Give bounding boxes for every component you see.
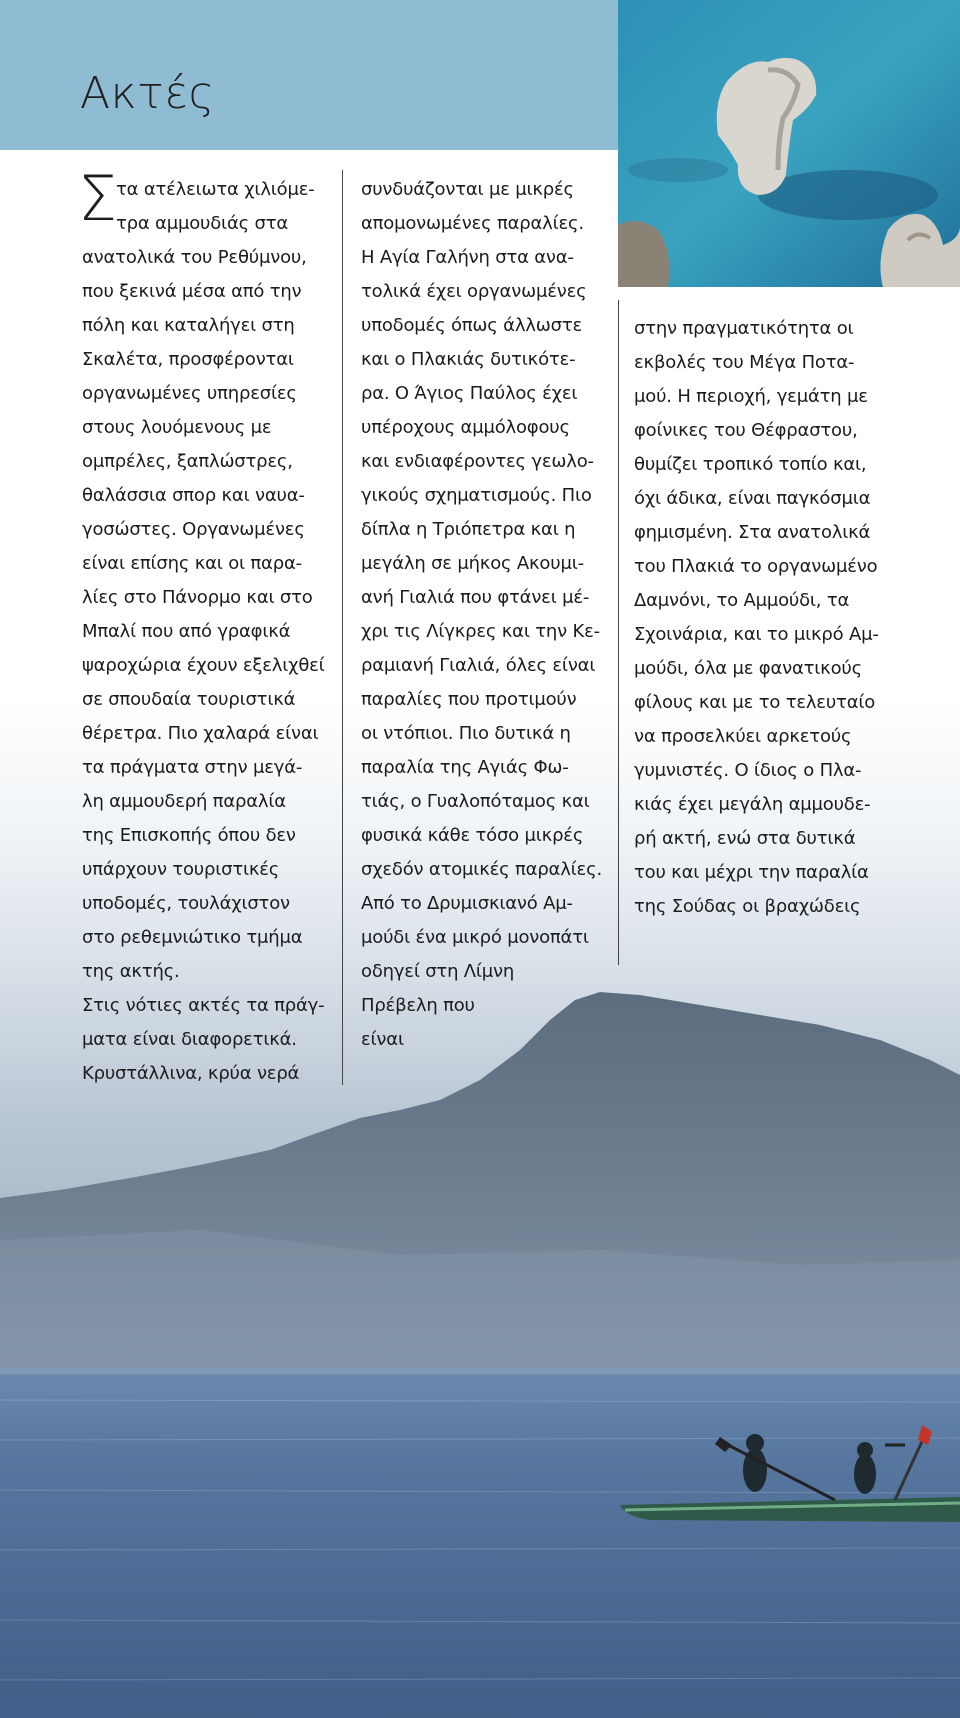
text-line: Δαμνόνι, το Αμμούδι, τα [634, 590, 850, 611]
text-line: ραμιανή Γιαλιά, όλες είναι [361, 655, 596, 676]
text-line: ρή ακτή, ενώ στα δυτικά [634, 828, 856, 849]
text-line: Μπαλί που από γραφικά [82, 621, 291, 642]
text-line: λη αμμουδερή παραλία [82, 791, 286, 812]
text-line: ψαροχώρια έχουν εξελιχθεί [82, 655, 325, 676]
text-line: του Πλακιά το οργανωμένο [634, 556, 878, 577]
text-line: όχι άδικα, είναι παγκόσμια [634, 488, 871, 509]
text-line: μού. Η περιοχή, γεμάτη με [634, 386, 868, 407]
text-line: τρα αμμουδιάς στα [116, 213, 289, 234]
text-line: πόλη και καταλήγει στη [82, 315, 295, 336]
text-line: του και μέχρι την παραλία [634, 862, 869, 883]
text-line: θυμίζει τροπικό τοπίο και, [634, 454, 867, 475]
text-line: τα πράγματα στην μεγά- [82, 757, 303, 778]
text-line: υπάρχουν τουριστικές [82, 859, 280, 880]
sea [0, 1368, 960, 1718]
text-line: της Επισκοπής όπου δεν [82, 825, 296, 846]
text-line: Σκαλέτα, προσφέρονται [82, 349, 294, 370]
text-line: απομονωμένες παραλίες. [361, 213, 584, 234]
text-line: οι ντόπιοι. Πιο δυτικά η [361, 723, 571, 744]
text-line: φοίνικες του Θέφραστου, [634, 420, 858, 441]
text-line: γοσώστες. Οργανωμένες [82, 519, 305, 540]
text-line: Από το Δρυμισκιανό Αμ- [361, 893, 573, 914]
text-line: ματα είναι διαφορετικά. [82, 1029, 297, 1050]
text-line: υποδομές, τουλάχιστον [82, 893, 290, 914]
text-line: και ενδιαφέροντες γεωλο- [361, 451, 594, 472]
text-line: Πρέβελη που [361, 995, 475, 1016]
text-line: υποδομές όπως άλλωστε [361, 315, 582, 336]
text-line: οργανωμένες υπηρεσίες [82, 383, 297, 404]
column-divider-2 [618, 300, 619, 965]
page-title: Ακτές [80, 68, 215, 119]
text-line: θέρετρα. Πιο χαλαρά είναι [82, 723, 319, 744]
text-line: γικούς σχηματισμούς. Πιο [361, 485, 592, 506]
text-line: τολικά έχει οργανωμένες [361, 281, 587, 302]
text-line: θαλάσσια σπορ και ναυα- [82, 485, 305, 506]
text-line: είναι [361, 1029, 404, 1050]
text-line: μούδι, όλα με φανατικούς [634, 658, 862, 679]
column-divider-1 [342, 170, 343, 1085]
text-line: τα ατέλειωτα χιλιόμε- [116, 179, 315, 200]
text-line: υπέροχους αμμόλοφους [361, 417, 570, 438]
text-line: συνδυάζονται με μικρές [361, 179, 574, 200]
text-line: μεγάλη σε μήκος Ακουμι- [361, 553, 584, 574]
text-line: Κρυστάλλινα, κρύα νερά [82, 1063, 300, 1084]
text-line: Η Αγία Γαλήνη στα ανα- [361, 247, 574, 268]
text-line: κιάς έχει μεγάλη αμμουδε- [634, 794, 871, 815]
rock-sea-photo [618, 0, 960, 287]
text-line: που ξεκινά μέσα από την [82, 281, 302, 302]
text-line: μούδι ένα μικρό μονοπάτι [361, 927, 589, 948]
text-line: της ακτής. [82, 961, 180, 982]
text-line: στο ρεθεμνιώτικο τμήμα [82, 927, 303, 948]
text-line: ρα. Ο Άγιος Παύλος έχει [361, 383, 578, 404]
text-column-1 [82, 173, 332, 1091]
text-line: γυμνιστές. Ο ίδιος ο Πλα- [634, 760, 862, 781]
text-line: σχεδόν ατομικές παραλίες. [361, 859, 602, 880]
text-line: λίες στο Πάνορμο και στο [82, 587, 313, 608]
text-line: είναι επίσης και οι παρα- [82, 553, 302, 574]
text-line: φημισμένη. Στα ανατολικά [634, 522, 871, 543]
text-line: φυσικά κάθε τόσο μικρές [361, 825, 584, 846]
text-line: τιάς, ο Γυαλοπόταμος και [361, 791, 590, 812]
text-line: και ο Πλακιάς δυτικότε- [361, 349, 576, 370]
text-line: δίπλα η Τριόπετρα και η [361, 519, 576, 540]
drop-cap: Σ [78, 162, 118, 235]
text-line: εκβολές του Μέγα Ποτα- [634, 352, 855, 373]
text-column-2 [361, 173, 611, 1057]
text-line: ανατολικά του Ρεθύμνου, [82, 247, 307, 268]
text-column-3 [634, 312, 884, 924]
text-line: Στις νότιες ακτές τα πράγ- [82, 995, 325, 1016]
text-line: παραλίες που προτιμούν [361, 689, 577, 710]
text-line: ομπρέλες, ξαπλώστρες, [82, 451, 293, 472]
text-line: στους λουόμενους με [82, 417, 272, 438]
text-line: να προσελκύει αρκετούς [634, 726, 852, 747]
text-line: οδηγεί στη Λίμνη [361, 961, 515, 982]
text-line: Σχοινάρια, και το μικρό Αμ- [634, 624, 879, 645]
text-line: στην πραγματικότητα οι [634, 318, 854, 339]
text-line: χρι τις Λίγκρες και την Κε- [361, 621, 600, 642]
text-line: φίλους και με το τελευταίο [634, 692, 876, 713]
text-line: ανή Γιαλιά που φτάνει μέ- [361, 587, 590, 608]
rock-sea-illustration [618, 0, 960, 287]
text-line: σε σπουδαία τουριστικά [82, 689, 296, 710]
text-line: της Σούδας οι βραχώδεις [634, 896, 861, 917]
text-line: παραλία της Αγιάς Φω- [361, 757, 569, 778]
